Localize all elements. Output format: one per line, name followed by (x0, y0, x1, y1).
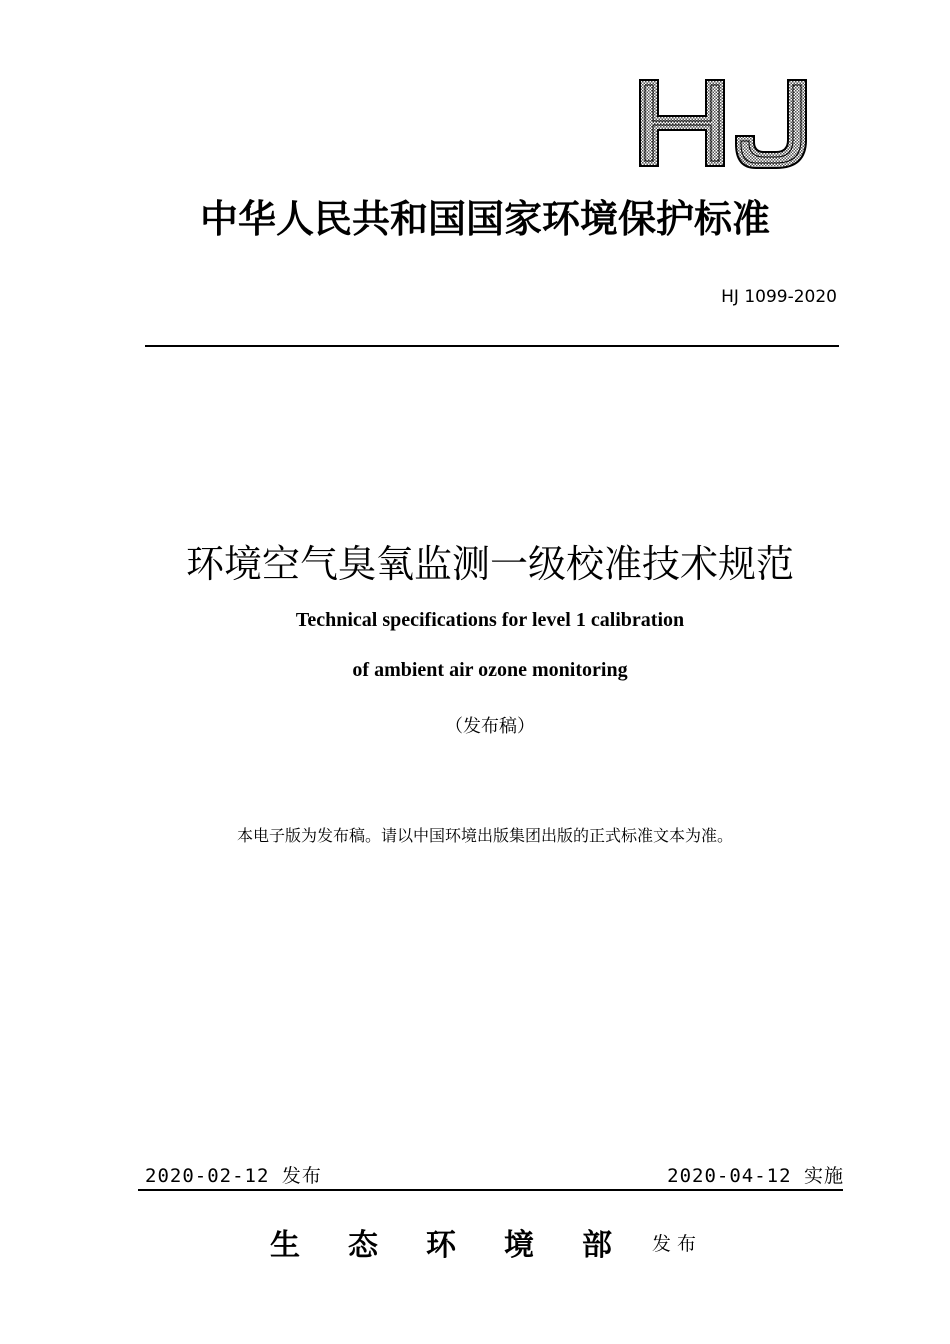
hj-logo (636, 78, 812, 170)
header-divider (145, 345, 839, 347)
document-title-english-line2: of ambient air ozone monitoring (352, 659, 628, 681)
document-title-english-line1: Technical specifications for level 1 calibration (295, 609, 685, 631)
document-title-chinese: 环境空气臭氧监测一级校准技术规范 (185, 542, 794, 586)
issue-date: 2020-02-12 发布 (145, 1165, 322, 1187)
standard-number: HJ 1099-2020 (721, 287, 837, 307)
implementation-date: 2020-04-12 实施 (667, 1165, 844, 1187)
electronic-version-notice: 本电子版为发布稿。请以中国环境出版集团出版的正式标准文本为准。 (236, 826, 733, 845)
organization-title: 中华人民共和国国家环境保护标准 (199, 196, 770, 241)
draft-label: （发布稿） (445, 716, 535, 737)
issuing-authority-suffix: 发布 (652, 1233, 703, 1255)
issuing-authority: 生态环境部 (270, 1228, 660, 1263)
footer-divider (138, 1189, 843, 1191)
